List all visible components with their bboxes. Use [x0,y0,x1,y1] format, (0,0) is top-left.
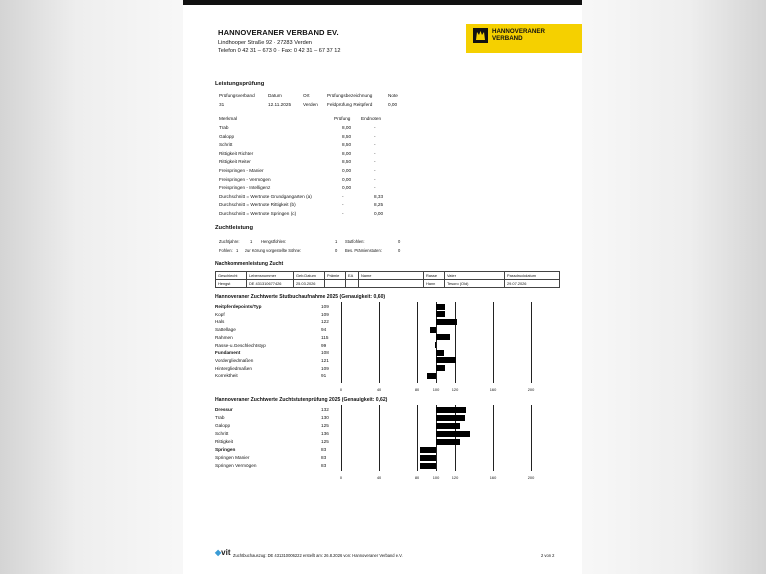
trait-pruefung: - [342,202,344,208]
gridline [341,405,342,471]
col-head: Prüfungsverband [219,93,255,98]
section-title-performance: Leistungsprüfung [215,81,265,87]
trait-endnote: - [374,159,376,165]
gridline [493,302,494,383]
value: 0 [398,248,401,253]
trait-name: Freispringen - Vermögen [219,176,271,182]
table-cell: Hengst [216,280,247,288]
tick-label: 160 [489,387,497,392]
chart-bar [436,407,466,414]
table-header-row [216,272,560,280]
vit-brand: vit [221,548,231,557]
tick-label: 120 [451,475,459,480]
label: zur Körung vorgestellte Söhne: [245,248,302,253]
table-cell: 25.03.2026 [294,280,325,288]
trait-pruefung: 0,00 [342,168,352,173]
col-head: Merkmal [219,116,237,121]
category-label: Trab [215,415,225,420]
top-bar [183,0,582,5]
table-header-cell: Name [359,272,424,280]
chart-bar [436,357,456,363]
category-label: Reitpferdepoints/Typ [215,304,262,309]
category-label: Rahmen [215,334,233,340]
section-title-breeding: Zuchtleistung [215,225,253,231]
horse-head-icon [473,28,488,43]
table-header-cell: Vater [445,272,505,280]
gridline [531,405,532,471]
col-head: Prüfung [334,116,351,121]
label: Hengstfohlen: [261,239,287,244]
trait-endnote: 0,00 [374,211,384,216]
trait-endnote: - [374,125,376,130]
chart-bar [436,365,445,371]
table-row [216,280,560,288]
value-label: 115 [321,334,329,340]
trait-name: Trab [219,125,229,130]
table-cell [325,280,346,288]
chart-bar [420,455,436,462]
col-head: Endnoten [361,116,382,121]
tick-label: 0 [339,475,343,480]
table-header-cell: EA [346,272,359,280]
value-label: 83 [321,447,327,452]
category-label: Hals [215,319,225,325]
table-cell: 29.07.2026 [505,280,560,288]
chart-bar [436,415,465,422]
cell: 0,00 [388,102,398,107]
table-cell: DE 431310677426 [247,280,294,288]
table-cell [346,280,359,288]
tick-label: 40 [376,387,382,392]
trait-endnote: - [374,133,376,139]
value-label: 83 [321,455,327,460]
value-label: 109 [321,311,329,317]
trait-name: Durchschnitt = Wertnote Springen (c) [219,211,297,216]
tick-label: 200 [527,475,535,480]
table-cell: Tesoro (Old) [445,280,505,288]
value-label: 91 [321,373,327,379]
chart-bar [420,463,436,470]
value-label: 121 [321,357,329,363]
trait-name: Durchschnitt = Wertnote Rittigkeit (b) [219,202,296,208]
tick-label: 120 [451,387,459,392]
trait-name: Schritt [219,142,233,148]
chart-bar [436,423,460,430]
document-page [183,0,582,574]
value-label: 130 [321,415,329,420]
col-head: Note [388,93,398,98]
vit-logo-icon: ◆vit [215,548,231,557]
label: Fohlen: [219,248,233,253]
category-label: Fundament [215,350,241,356]
tick-label: 200 [527,387,535,392]
tick-label: 40 [376,475,382,480]
tick-label: 80 [414,387,420,392]
table-header-cell: Prämie [325,272,346,280]
value-label: 109 [321,365,329,371]
trait-name: Rittigkeit Richter [219,150,254,156]
logo-line1: HANNOVERANER [492,28,545,35]
value-label: 94 [321,327,327,333]
chart-bar [436,350,444,356]
cell: Feldprüfung Reitpferd [327,102,373,107]
col-head: Datum [268,93,282,98]
trait-endnote: 8,33 [374,193,384,199]
tick-label: 100 [432,387,440,392]
cell: Verden [303,102,318,107]
trait-pruefung: 8,50 [342,133,352,139]
value-label: 108 [321,350,329,356]
section-title-offspring: Nachkommenleistung Zucht [215,261,284,267]
chart-bar [435,342,436,348]
category-label: Vordergliedmaßen [215,357,254,363]
offspring-table [215,271,560,288]
logo-line2: VERBAND [492,35,523,42]
gridline [379,302,380,383]
category-label: Springen Vermögen [215,463,257,468]
trait-pruefung: 8,50 [342,159,352,165]
chart-bar [436,311,445,317]
trait-name: Freispringen - Intelligenz [219,185,271,191]
trait-endnote: - [374,176,376,182]
trait-name: Durchschnitt = Wertnote Grundgangarten (a) [219,193,312,199]
trait-endnote: - [374,185,376,191]
cell: 12.11.2025 [268,102,292,107]
trait-name: Galopp [219,133,235,139]
col-head: Ort [303,93,310,98]
value-label: 125 [321,439,329,444]
trait-pruefung: 0,00 [342,185,352,191]
trait-pruefung: 8,00 [342,125,352,130]
trait-name: Rittigkeit Reiter [219,159,251,165]
value-label: 99 [321,342,327,348]
category-label: Rasse-u.Geschlechtstyp [215,342,266,348]
value-label: 109 [321,304,329,309]
trait-pruefung: 8,50 [342,142,352,148]
value: 1 [250,239,253,244]
chart-bar [436,319,457,325]
tick-label: 80 [414,475,420,480]
category-label: Schritt [215,431,229,436]
trait-endnote: - [374,150,376,156]
chart-bar [420,447,436,454]
hannoveraner-logo [466,24,582,53]
table-cell: Hann [424,280,445,288]
value-label: 136 [321,431,329,436]
chart-title-stutbuch: Hannoveraner Zuchtwerte Stutbuchaufnahme 2025 (Genauigkeit: 0,60) [215,294,386,300]
org-name: HANNOVERANER VERBAND EV. [218,28,339,37]
footer-text: Zuchtbuchauszug: DE 431310006222 erstellt am: 26.8.2026 von: Hannoveraner Verband e.V. [233,553,403,558]
page-number: 2 von 2 [541,553,555,558]
gridline [531,302,532,383]
category-label: Galopp [215,423,231,428]
category-label: Springen Manier [215,455,250,460]
label: Zuchtjahre: [219,239,240,244]
org-phone: Telefon 0 42 31 – 673 0 · Fax: 0 42 31 – 67 37 12 [218,48,341,54]
value-label: 83 [321,463,327,468]
table-header-cell: Geb.Datum [294,272,325,280]
value: 1 [236,248,239,253]
value-label: 122 [321,319,329,325]
value-label: 125 [321,423,329,428]
table-cell [359,280,424,288]
table-header-cell: Passdruckdatum [505,272,560,280]
table-header-cell: Lebensnummer [247,272,294,280]
trait-endnote: - [374,168,376,173]
trait-pruefung: 8,00 [342,150,352,156]
table-header-cell: Geschlecht [216,272,247,280]
org-address: Lindhooper Straße 92 · 27283 Verden [218,40,312,46]
category-label: Hintergliedmaßen [215,365,252,371]
chart-bar [436,431,470,438]
table-header-cell: Rasse [424,272,445,280]
category-label: Korrektheit [215,373,238,379]
chart-bar [436,439,460,446]
tick-label: 160 [489,475,497,480]
value: 1 [335,239,338,244]
category-label: Sattellage [215,327,236,333]
trait-pruefung: - [342,193,344,199]
chart-bar [436,304,445,310]
category-label: Kopf [215,311,225,317]
trait-pruefung: - [342,211,344,216]
chart-bar [430,327,436,333]
label: Stutfohlen: [345,239,365,244]
tick-label: 100 [432,475,440,480]
tick-label: 0 [339,387,343,392]
gridline [379,405,380,471]
gridline [417,302,418,383]
trait-pruefung: 0,00 [342,176,352,182]
category-label: Dressur [215,407,233,412]
category-label: Springen [215,447,236,452]
chart-bar [427,373,436,379]
trait-endnote: - [374,142,376,148]
category-label: Rittigkeit [215,439,233,444]
value-label: 132 [321,407,329,412]
trait-name: Freispringen - Manier [219,168,264,173]
gridline [455,302,456,383]
col-head: Prüfungsbezeichnung [327,93,373,98]
chart-bar [436,334,450,340]
value: 0 [335,248,338,253]
value: 0 [398,239,401,244]
trait-endnote: 8,25 [374,202,384,208]
chart-title-zuchtstuten: Hannoveraner Zuchtwerte Zuchtstutenprüfung 2025 (Genauigkeit: 0,62) [215,397,388,403]
cell: 31 [219,102,225,107]
gridline [493,405,494,471]
gridline [417,405,418,471]
label: Bes. Prämienstuten: [345,248,382,253]
gridline [341,302,342,383]
